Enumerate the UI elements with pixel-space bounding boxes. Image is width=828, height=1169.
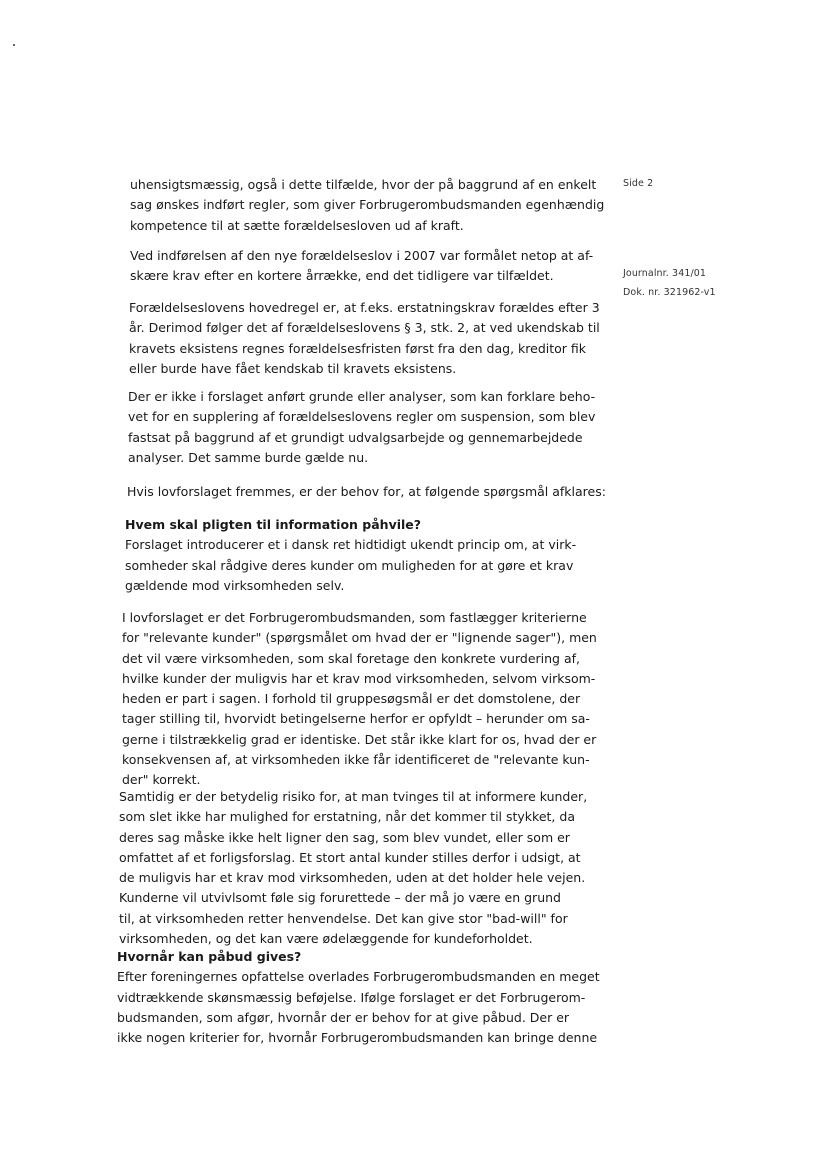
text-line: vidtrækkende skønsmæssig beføjelse. Ifølge forslaget er det Forbrugerom- — [117, 989, 586, 1005]
text-line: somheder skal rådgive deres kunder om muligheden for at gøre et krav — [125, 557, 574, 573]
text-line: år. Derimod følger det af forældelseslovens § 3, stk. 2, at ved ukendskab til — [129, 320, 600, 336]
paragraph-7 — [122, 608, 597, 791]
section-heading: Hvornår kan påbud gives? — [117, 949, 302, 964]
text-line: sag ønskes indført regler, som giver Forbrugerombudsmanden egenhændig — [130, 197, 605, 213]
text-line: omfattet af et forligsforslag. Et stort antal kunder stilles derfor i udsigt, at — [119, 849, 581, 865]
text-line: Hvis lovforslaget fremmes, er der behov for, at følgende spørgsmål afklares: — [127, 484, 606, 499]
text-line: Kunderne vil utvivlsomt føle sig forurettede – der må jo være en grund — [119, 890, 561, 906]
text-line: de muligvis har et krav mod virksomheden, uden at det holder hele vejen. — [119, 870, 586, 886]
text-line: Forældelseslovens hovedregel er, at f.eks. erstatningskrav forældes efter 3 — [129, 300, 600, 315]
text-line: Forslaget introducerer et i dansk ret hidtidigt ukendt princip om, at virk- — [125, 537, 577, 553]
text-line: der" korrekt. — [122, 772, 201, 788]
paragraph-5 — [127, 482, 606, 502]
text-line: vet for en supplering af forældelseslovens regler om suspension, som blev — [128, 409, 596, 425]
text-line: det vil være virksomheden, som skal foretage den konkrete vurdering af, — [122, 650, 581, 666]
text-line: hvilke kunder der muligvis har et krav mod virksomheden, selvom virksom- — [122, 670, 596, 686]
section-heading: Hvem skal pligten til information påhvile? — [125, 517, 422, 532]
page-number: Side 2 — [623, 178, 654, 189]
text-line: Ved indførelsen af den nye forældelseslov i 2007 var formålet netop at af- — [130, 248, 594, 263]
text-line: Der er ikke i forslaget anført grunde eller analyser, som kan forklare beho- — [128, 389, 596, 404]
section-information-duty — [125, 515, 595, 596]
paragraph-4 — [128, 387, 598, 468]
text-line: skære krav efter en kortere årrække, end det tidligere var tilfældet. — [130, 268, 554, 284]
paragraph-8 — [119, 787, 589, 949]
scan-speck — [13, 44, 15, 46]
text-line: I lovforslaget er det Forbrugerombudsmanden, som fastlægger kriterierne — [122, 610, 587, 625]
text-line: heden er part i sagen. I forhold til gruppesøgsmål er det domstolene, der — [122, 691, 581, 707]
text-line: virksomheden, og det kan være ødelæggende for kundeforholdet. — [119, 931, 533, 947]
text-line: ikke nogen kriterier for, hvornår Forbrugerombudsmanden kan bringe denne — [117, 1030, 598, 1046]
paragraph-1 — [130, 175, 605, 236]
text-line: Samtidig er der betydelig risiko for, at man tvinges til at informere kunder, — [119, 789, 588, 804]
text-line: som slet ikke har mulighed for erstatning, når det kommer til stykket, da — [119, 809, 575, 825]
text-line: kompetence til at sætte forældelsesloven ud af kraft. — [130, 217, 464, 233]
paragraph-3 — [129, 298, 599, 379]
text-line: tager stilling til, hvorvidt betingelserne herfor er opfyldt – herunder om sa- — [122, 711, 590, 727]
text-line: gerne i tilstrækkelig grad er identiske. Det står ikke klart for os, hvad der er — [122, 731, 597, 747]
text-line: gældende mod virksomheden selv. — [125, 577, 345, 593]
text-line: fastsat på baggrund af et grundigt udvalgsarbejde og gennemarbejdede — [128, 429, 583, 445]
journal-number: Journalnr. 341/01 — [623, 268, 707, 279]
text-line: deres sag måske ikke helt ligner den sag, som blev vundet, eller som er — [119, 829, 570, 845]
text-line: budsmanden, som afgør, hvornår der er behov for at give påbud. Der er — [117, 1009, 570, 1025]
text-line: til, at virksomheden retter henvendelse. Det kan give stor "bad-will" for — [119, 910, 568, 926]
text-line: kravets eksistens regnes forældelsesfristen først fra den dag, kreditor fik — [129, 340, 587, 356]
paragraph-2 — [130, 246, 600, 287]
text-line: for "relevante kunder" (spørgsmålet om hvad der er "lignende sager"), men — [122, 630, 597, 646]
text-line: uhensigtsmæssig, også i dette tilfælde, hvor der på baggrund af en enkelt — [130, 177, 597, 192]
text-line: analyser. Det samme burde gælde nu. — [128, 449, 369, 465]
text-line: eller burde have fået kendskab til kravets eksistens. — [129, 360, 457, 376]
text-line: Efter foreningernes opfattelse overlades Forbrugerombudsmanden en meget — [117, 969, 600, 985]
section-injunction — [117, 947, 600, 1048]
document-number: Dok. nr. 321962-v1 — [623, 287, 716, 298]
text-line: konsekvensen af, at virksomheden ikke får identificeret de "relevante kun- — [122, 752, 590, 768]
